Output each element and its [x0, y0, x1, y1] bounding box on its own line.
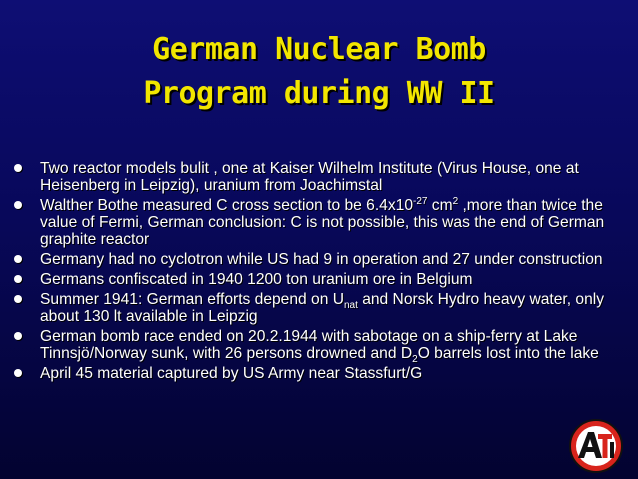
slide-title-line-1: German Nuclear Bomb [152, 32, 486, 67]
bullet-text-part: O barrels lost into the lake [417, 345, 599, 362]
subscript: 2 [412, 354, 418, 366]
bullet-text-part: and Norsk Hydro heavy water, only about 130 lt available in Leipzig [40, 291, 605, 325]
bullet-item-bothe [14, 197, 626, 248]
bullet-text: April 45 material captured by US Army near Stassfurt/G [40, 365, 423, 382]
bullet-item-sabotage [14, 328, 626, 366]
bullet-text: Germans confiscated in 1940 1200 ton uranium ore in Belgium [40, 271, 473, 288]
bullet-item-belgium [14, 271, 626, 288]
bullet-text-part: Walther Bothe measured C cross section to be 6.4x10 [40, 197, 413, 214]
bullet-text: Two reactor models bulit , one at Kaiser Wilhelm Institute (Virus House, one at Heisenberg in Leipzig), uranium from Joachimstal [40, 160, 579, 194]
ati-logo-icon [568, 418, 624, 474]
subscript: nat [343, 300, 358, 312]
bullet-text-part: cm [427, 197, 453, 214]
slide-title [0, 28, 638, 116]
bullet-item-reactors [14, 160, 626, 194]
bullet-text-part: Summer 1941: German efforts depend on U [40, 291, 344, 308]
exponent: 2 [452, 195, 459, 207]
bullet-dot-icon [14, 332, 22, 340]
bullet-dot-icon [14, 369, 22, 377]
slide-title-line-2: Program during WW II [143, 76, 495, 111]
bullet-dot-icon [14, 275, 22, 283]
bullet-item-cyclotron [14, 251, 626, 268]
bullet-text: Germany had no cyclotron while US had 9 in operation and 27 under construction [40, 251, 603, 268]
bullet-item-stassfurt [14, 365, 626, 382]
bullet-dot-icon [14, 295, 22, 303]
bullet-dot-icon [14, 201, 22, 209]
bullet-dot-icon [14, 164, 22, 172]
bullet-item-summer-1941 [14, 291, 626, 325]
bullet-text-part: German bomb race ended on 20.2.1944 with sabotage on a ship-ferry at Lake Tinnsjö/Norway sunk, with 26 persons drowned and D [40, 328, 578, 362]
bullet-dot-icon [14, 255, 22, 263]
bullet-list [14, 160, 626, 385]
exponent: -27 [413, 195, 428, 207]
bullet-text-part: ,more than twice the value of Fermi, German conclusion: C is not possible, this was the end of German graphite reactor [40, 197, 605, 248]
